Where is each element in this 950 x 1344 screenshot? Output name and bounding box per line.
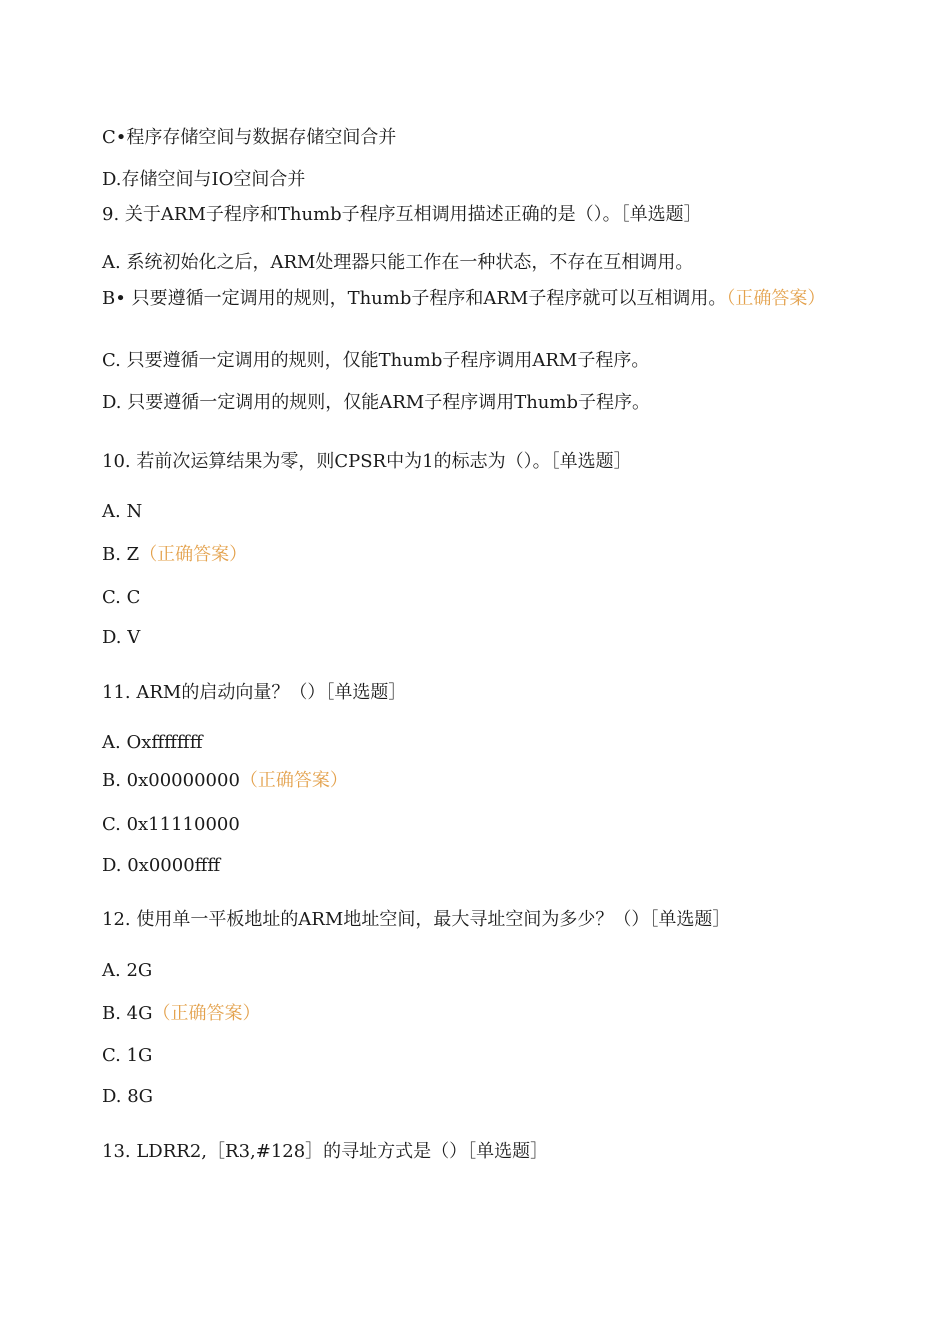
question-11: 11. ARM的启动向量？（）［单选题］ — [102, 682, 407, 703]
q12-option-d: D. 8G — [102, 1086, 154, 1107]
correct-answer-tag: （正确答案） — [152, 1003, 261, 1024]
question-10: 10. 若前次运算结果为零，则CPSR中为1的标志为（）。［单选题］ — [102, 451, 632, 472]
question-12: 12. 使用单一平板地址的ARM地址空间，最大寻址空间为多少？（）［单选题］ — [102, 909, 731, 930]
q11-option-b — [102, 767, 348, 795]
q9-option-a: A. 系统初始化之后，ARM处理器只能工作在一种状态，不存在互相调用。 — [102, 252, 694, 273]
q9-option-b-text: B• 只要遵循一定调用的规则，Thumb子程序和ARM子程序就可以互相调用。 — [102, 288, 727, 309]
q12-option-a: A. 2G — [102, 960, 153, 981]
q10-option-a: A. N — [102, 501, 143, 522]
option-c-prev: C•程序存储空间与数据存储空间合并 — [102, 127, 397, 148]
q12-option-b — [102, 1000, 261, 1028]
q10-option-d: D. V — [102, 627, 141, 648]
q11-option-a: A. Oxffffffff — [102, 732, 203, 753]
q11-option-d: D. 0x0000ffff — [102, 855, 221, 876]
q10-option-b — [102, 541, 247, 569]
q10-option-c: C. C — [102, 587, 141, 608]
q10-option-b-text: B. Z — [102, 544, 140, 565]
question-9: 9. 关于ARM子程序和Thumb子程序互相调用描述正确的是（）。［单选题］ — [102, 204, 702, 225]
q9-option-b — [102, 284, 830, 313]
correct-answer-tag: （正确答案） — [139, 544, 248, 565]
option-d-prev: D.存储空间与IO空间合并 — [102, 169, 306, 190]
question-13: 13. LDRR2,［R3,#128］的寻址方式是（）［单选题］ — [102, 1141, 549, 1162]
correct-answer-tag: （正确答案） — [239, 770, 348, 791]
q11-option-c: C. 0x11110000 — [102, 814, 240, 835]
q12-option-b-text: B. 4G — [102, 1003, 153, 1024]
q9-option-c: C. 只要遵循一定调用的规则，仅能Thumb子程序调用ARM子程序。 — [102, 350, 650, 371]
q9-option-d: D. 只要遵循一定调用的规则，仅能ARM子程序调用Thumb子程序。 — [102, 392, 650, 413]
q12-option-c: C. 1G — [102, 1045, 153, 1066]
correct-answer-tag: （正确答案） — [726, 288, 826, 309]
q11-option-b-text: B. 0x00000000 — [102, 770, 240, 791]
